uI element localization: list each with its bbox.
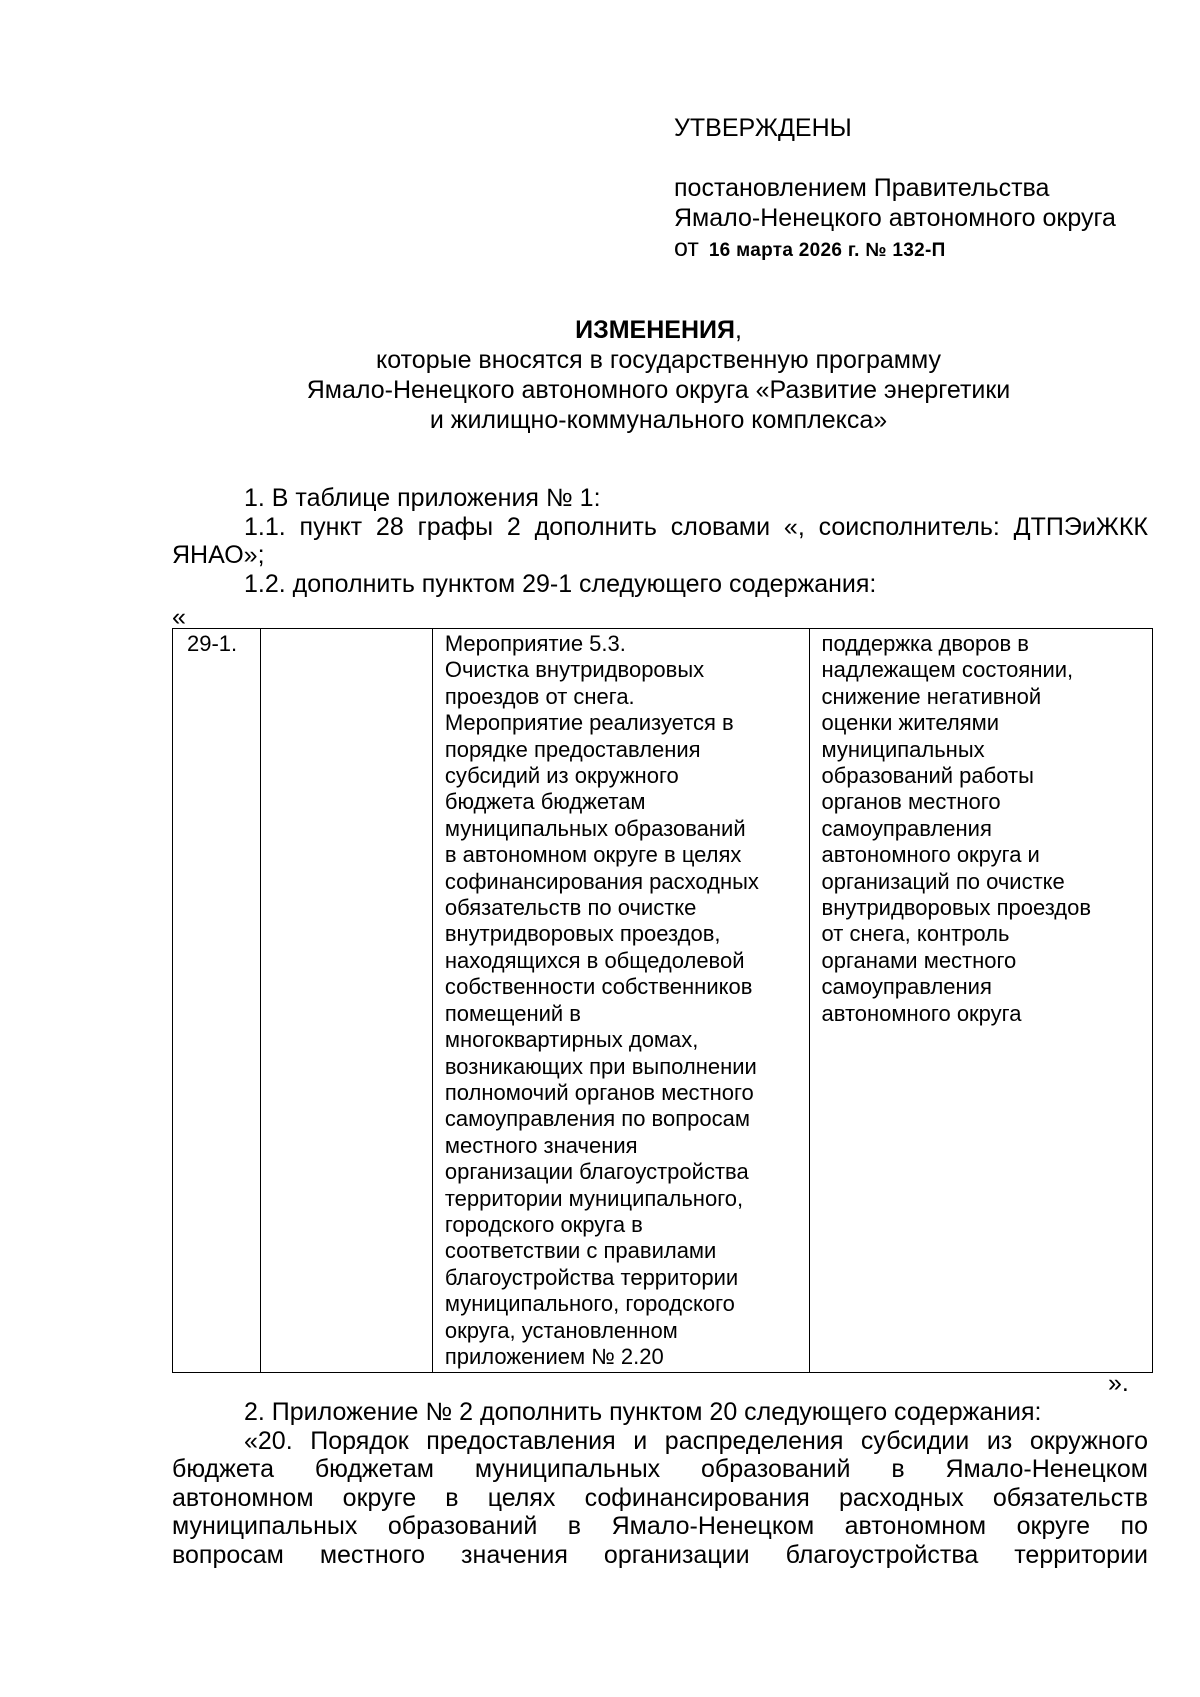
measure-line: муниципального, городского xyxy=(444,1291,735,1317)
title-line: которые вносятся в государственную программу xyxy=(376,346,941,374)
result-line: внутридворовых проездов xyxy=(821,895,1092,921)
item-2-text-line: бюджета бюджетам муниципальных образований в Ямало-Ненецком xyxy=(172,1455,1148,1483)
result-line: от снега, контроль xyxy=(821,921,1010,947)
measure-line: городского округа в xyxy=(444,1211,643,1237)
result-line: автономного округа xyxy=(821,1000,1022,1026)
measure-line: софинансирования расходных xyxy=(444,868,759,894)
measure-line: находящихся в общедолевой xyxy=(444,947,745,973)
measure-line: муниципальных образований xyxy=(444,815,746,841)
measure-line: соответствии с правилами xyxy=(444,1238,717,1264)
result-line: оценки жителями xyxy=(821,710,1000,736)
measure-line: собственности собственников xyxy=(444,974,753,1000)
measure-line: полномочий органов местного xyxy=(444,1079,754,1105)
title-line: Ямало-Ненецкого автономного округа «Развитие энергетики xyxy=(306,376,1011,404)
measure-line: благоустройства территории xyxy=(444,1264,739,1290)
measure-line: порядке предоставления xyxy=(444,736,701,762)
measure-line: субсидий из окружного xyxy=(444,763,679,789)
measure-line: помещений в xyxy=(444,1000,581,1026)
approval-block xyxy=(674,113,1116,266)
result-line: поддержка дворов в xyxy=(821,631,1029,656)
measure-line: организации благоустройства xyxy=(444,1159,749,1185)
measure-line: внутридворовых проездов, xyxy=(444,921,721,947)
item-2-text-line: «20. Порядок предоставления и распределения субсидии из окружного xyxy=(244,1426,1148,1455)
result-line: органов местного xyxy=(821,789,1001,815)
title-comma: , xyxy=(734,316,742,344)
result-line: самоуправления xyxy=(821,815,992,841)
item-1-2: 1.2. дополнить пунктом 29-1 следующего содержания: xyxy=(244,569,877,598)
approval-heading: УТВЕРЖДЕНЫ xyxy=(674,114,852,142)
amendment-table xyxy=(172,628,1153,1373)
measure-line: возникающих при выполнении xyxy=(444,1053,757,1079)
quote-open: « xyxy=(172,603,186,631)
result-line: муниципальных xyxy=(821,736,985,762)
result-line: самоуправления xyxy=(821,974,992,1000)
approval-line: Ямало-Ненецкого автономного округа xyxy=(674,204,1116,232)
result-line: надлежащем состоянии, xyxy=(821,657,1074,683)
result-line: образований работы xyxy=(821,763,1034,789)
measure-line: территории муниципального, xyxy=(444,1185,744,1211)
measure-line: приложением № 2.20 xyxy=(444,1343,664,1369)
measure-line: местного значения xyxy=(444,1132,638,1158)
cell-number xyxy=(173,629,261,1373)
item-1: 1. В таблице приложения № 1: xyxy=(244,484,601,512)
document-title xyxy=(170,315,1147,435)
title-line: и жилищно-коммунального комплекса» xyxy=(429,406,888,434)
approval-date-prefix: от xyxy=(674,234,699,262)
result-line: автономного округа и xyxy=(821,842,1040,868)
measure-line: в автономном округе в целях xyxy=(444,842,742,868)
result-line: снижение негативной xyxy=(821,683,1042,709)
row-number: 29-1. xyxy=(187,631,238,656)
measure-line: Мероприятие 5.3. xyxy=(444,631,626,656)
item-1-1: 1.1. пункт 28 графы 2 дополнить словами «, соисполнитель: ДТПЭиЖКК xyxy=(244,512,1148,541)
measure-line: Мероприятие реализуется в xyxy=(444,710,734,736)
measure-line: округа, установленном xyxy=(444,1317,678,1343)
measure-line: многоквартирных домах, xyxy=(444,1027,699,1053)
measure-line: Очистка внутридворовых xyxy=(444,657,705,683)
section-2 xyxy=(172,1398,1148,1569)
approval-date-value: 16 марта 2026 г. № 132-П xyxy=(708,240,946,261)
item-2: 2. Приложение № 2 дополнить пунктом 20 следующего содержания: xyxy=(244,1398,1042,1426)
approval-line: постановлением Правительства xyxy=(674,174,1050,202)
item-2-text-line: муниципальных образований в Ямало-Ненецком автономном округе по xyxy=(172,1512,1148,1540)
section-1 xyxy=(172,484,1148,598)
approval-date-row xyxy=(674,233,1116,266)
measure-line: проездов от снега. xyxy=(444,683,635,709)
measure-line: бюджета бюджетам xyxy=(444,789,646,815)
cell-empty xyxy=(260,629,432,1373)
title-bold: ИЗМЕНЕНИЯ xyxy=(575,316,735,344)
result-line: организаций по очистке xyxy=(821,868,1065,894)
cell-measure xyxy=(432,629,809,1373)
item-2-text-line: вопросам местного значения организации благоустройства территории xyxy=(172,1540,1148,1569)
item-2-text-line: автономном округе в целях софинансирования расходных обязательств xyxy=(172,1483,1148,1512)
item-1-1-continued: ЯНАО»; xyxy=(172,541,265,569)
quote-close: ». xyxy=(1108,1369,1129,1397)
cell-result xyxy=(809,629,1152,1373)
result-line: органами местного xyxy=(821,947,1017,973)
table-row xyxy=(173,629,1153,1373)
measure-line: обязательств по очистке xyxy=(444,895,697,921)
measure-line: самоуправления по вопросам xyxy=(444,1106,750,1132)
